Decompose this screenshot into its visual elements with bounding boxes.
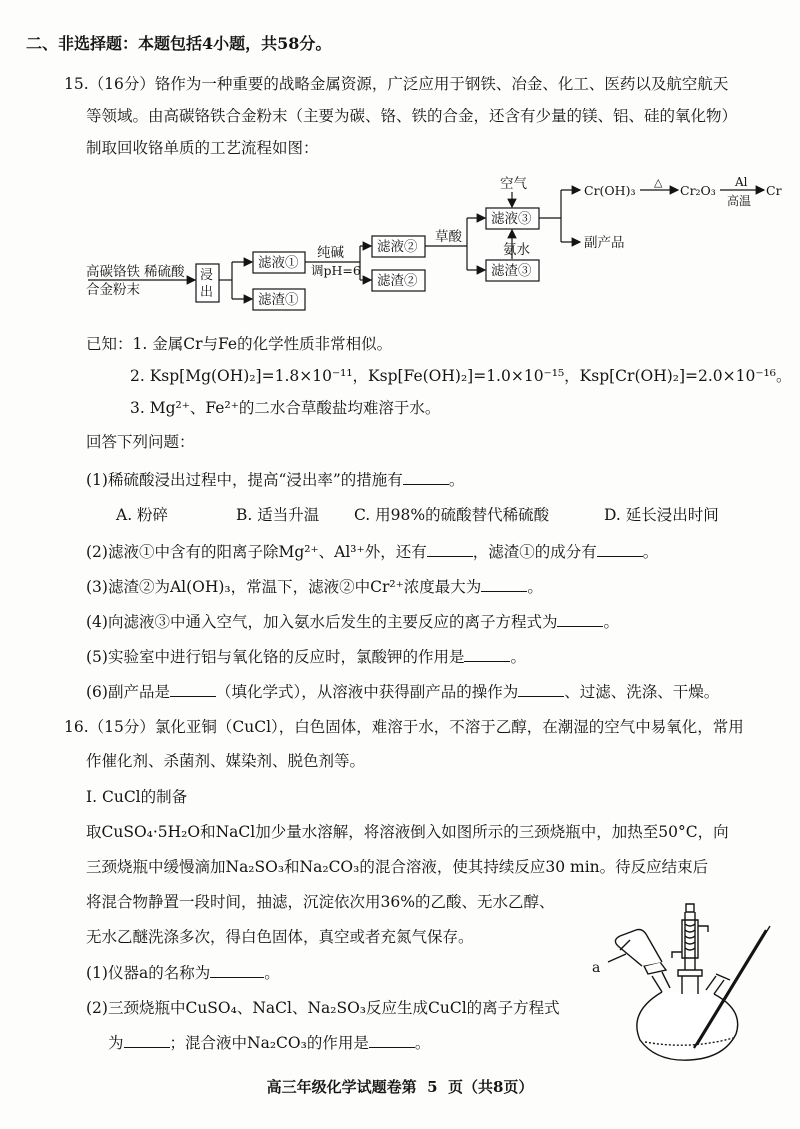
q15-stem-line-3: 制取回收铬单质的工艺流程如图：: [86, 139, 319, 157]
answer-blank[interactable]: [557, 612, 603, 627]
product-cr-oh3: Cr(OH)₃: [584, 183, 636, 198]
q15-known-1: 已知：1. 金属Cr与Fe的化学性质非常相似。: [86, 335, 393, 353]
option-c: C. 用98%的硫酸替代稀硫酸: [354, 506, 550, 524]
answer-blank[interactable]: [403, 470, 449, 485]
raw-material-line-1: 高碳铬铁: [86, 264, 140, 280]
q16-sub2-line-2: [108, 1033, 430, 1053]
apparatus-label-a: a: [592, 960, 601, 976]
q15-sub5-text: (5)实验室中进行铝与氧化铬的反应时，氯酸钾的作用是: [86, 648, 465, 666]
byproduct-label: 副产品: [584, 235, 625, 251]
product-cr2o3: Cr₂O₃: [680, 183, 716, 198]
q15-sub6-text-a: (6)副产品是: [86, 683, 170, 701]
product-cr: Cr: [766, 183, 782, 198]
q15-sub5: [86, 647, 526, 667]
page-footer: [0, 1076, 800, 1097]
q15-sub6-text-b: （填化学式），从溶液中获得副产品的操作为: [215, 683, 519, 701]
filtrate-1-box: 滤液①: [258, 255, 299, 271]
q15-sub2-text-a: (2)滤液①中含有的阳离子除Mg²⁺、Al³⁺外，还有: [86, 543, 427, 561]
end-mark: 。: [414, 1034, 431, 1052]
condition-high-temp: 高温: [727, 194, 752, 208]
reagent-adjust-ph: 调pH=6: [311, 263, 361, 278]
q15-sub4-text: (4)向滤液③中通入空气，加入氨水后发生的主要反应的离子方程式为: [86, 613, 558, 631]
reagent-dilute-sulfuric-acid: 稀硫酸: [144, 264, 185, 280]
reagent-oxalic-acid: 草酸: [435, 229, 462, 245]
answer-blank[interactable]: [518, 682, 564, 697]
q15-sub3-text: (3)滤渣②为Al(OH)₃，常温下，滤液②中Cr²⁺浓度最大为: [86, 578, 482, 596]
residue-1-box: 滤渣①: [258, 292, 299, 308]
end-mark: 。: [603, 613, 619, 631]
q15-known-2: 2. Ksp[Mg(OH)₂]=1.8×10⁻¹¹，Ksp[Fe(OH)₂]=1.0×10⁻¹⁵，Ksp[Cr(OH)₂]=2.0×10⁻¹⁶。: [130, 367, 792, 385]
end-mark: 。: [448, 471, 465, 489]
reagent-soda-ash: 纯碱: [317, 245, 344, 261]
q16-stem-line-2: 作催化剂、杀菌剂、媒染剂、脱色剂等。: [86, 752, 366, 770]
leach-step-label-2: 出: [200, 285, 214, 300]
q15-sub2: [86, 542, 658, 562]
q15-stem-line-2: 等领域。由高碳铬铁合金粉末（主要为碳、铬、铁的合金，还含有少量的镁、铝、硅的氧化物）: [86, 107, 738, 125]
raw-material-line-2: 合金粉末: [86, 282, 140, 298]
option-b: B. 适当升温: [236, 506, 320, 524]
q16-stem-line-1: 16.（15分）氯化亚铜（CuCl），白色固体，难溶于水，不溶于乙醇，在潮湿的空气中易氧化，常用: [64, 718, 744, 736]
q15-sub6: [86, 682, 719, 702]
condition-heat: △: [654, 176, 663, 189]
q15-sub1: [86, 470, 464, 490]
q16-part1-text-2: 三颈烧瓶中缓慢滴加Na₂SO₃和Na₂CO₃的混合溶液，使其持续反应30 min。待反应结束后: [86, 858, 709, 876]
footer-page-number: 5: [427, 1078, 438, 1096]
answer-blank[interactable]: [597, 542, 643, 557]
q15-known-3: 3. Mg²⁺、Fe²⁺的二水合草酸盐均难溶于水。: [130, 399, 441, 417]
q16-sub2-text-c: ；混合液中Na₂CO₃的作用是: [169, 1034, 369, 1052]
answer-blank[interactable]: [369, 1033, 415, 1048]
q15-sub2-text-b: ，滤渣①的成分有: [472, 543, 597, 561]
q15-sub6-text-c: 、过滤、洗涤、干燥。: [564, 683, 720, 701]
q15-answer-prompt: 回答下列问题：: [86, 433, 195, 451]
q15-sub1-options: [116, 505, 719, 525]
q16-part1-text-3: 将混合物静置一段时间，抽滤，沉淀依次用36%的乙酸、无水乙醇、: [86, 893, 555, 911]
answer-blank[interactable]: [427, 542, 473, 557]
reagent-ammonia: 氨水: [503, 242, 530, 258]
three-neck-flask-apparatus: [590, 900, 780, 1065]
residue-2-box: 滤渣②: [377, 273, 418, 289]
footer-right: 页（共8页）: [447, 1078, 534, 1096]
answer-blank[interactable]: [481, 577, 527, 592]
end-mark: 。: [510, 648, 526, 666]
q16-part1-title: I. CuCl的制备: [86, 788, 188, 806]
q16-sub1: [86, 963, 280, 983]
q15-sub3: [86, 577, 543, 597]
q16-sub2-line-1: (2)三颈烧瓶中CuSO₄、NaCl、Na₂SO₃反应生成CuCl的离子方程式: [86, 999, 560, 1017]
q16-sub1-text: (1)仪器a的名称为: [86, 964, 211, 982]
answer-blank[interactable]: [464, 647, 510, 662]
filtrate-2-box: 滤液②: [377, 239, 418, 255]
q16-part1-text-4: 无水乙醚洗涤多次，得白色固体，真空或者充氮气保存。: [86, 928, 474, 946]
filtrate-3-box: 滤液③: [491, 211, 532, 227]
end-mark: 。: [642, 543, 659, 561]
answer-blank[interactable]: [124, 1033, 170, 1048]
q16-part1-text-1: 取CuSO₄·5H₂O和NaCl加少量水溶解，将溶液倒入如图所示的三颈烧瓶中，加热至50°C，向: [86, 823, 729, 841]
q15-stem-line-1: 15.（16分）铬作为一种重要的战略金属资源，广泛应用于钢铁、冶金、化工、医药以及航空航天: [64, 75, 729, 93]
answer-blank[interactable]: [170, 682, 216, 697]
process-flow-diagram: [0, 165, 800, 325]
option-a: A. 粉碎: [116, 506, 169, 524]
leach-step-label: 浸: [200, 268, 214, 283]
end-mark: 。: [527, 578, 543, 596]
reagent-al: Al: [735, 175, 748, 189]
q16-sub2-text-b: 为: [108, 1034, 124, 1052]
q15-sub4: [86, 612, 619, 632]
footer-left: 高三年级化学试题卷第: [266, 1078, 417, 1096]
answer-blank[interactable]: [210, 963, 264, 978]
option-d: D. 延长浸出时间: [604, 506, 719, 524]
q15-sub1-text: (1)稀硫酸浸出过程中，提高“浸出率”的措施有: [86, 471, 403, 489]
reagent-air: 空气: [500, 176, 527, 192]
section-header: 二、非选择题：本题包括4小题，共58分。: [26, 34, 332, 53]
end-mark: 。: [264, 964, 280, 982]
residue-3-box: 滤渣③: [491, 263, 532, 279]
